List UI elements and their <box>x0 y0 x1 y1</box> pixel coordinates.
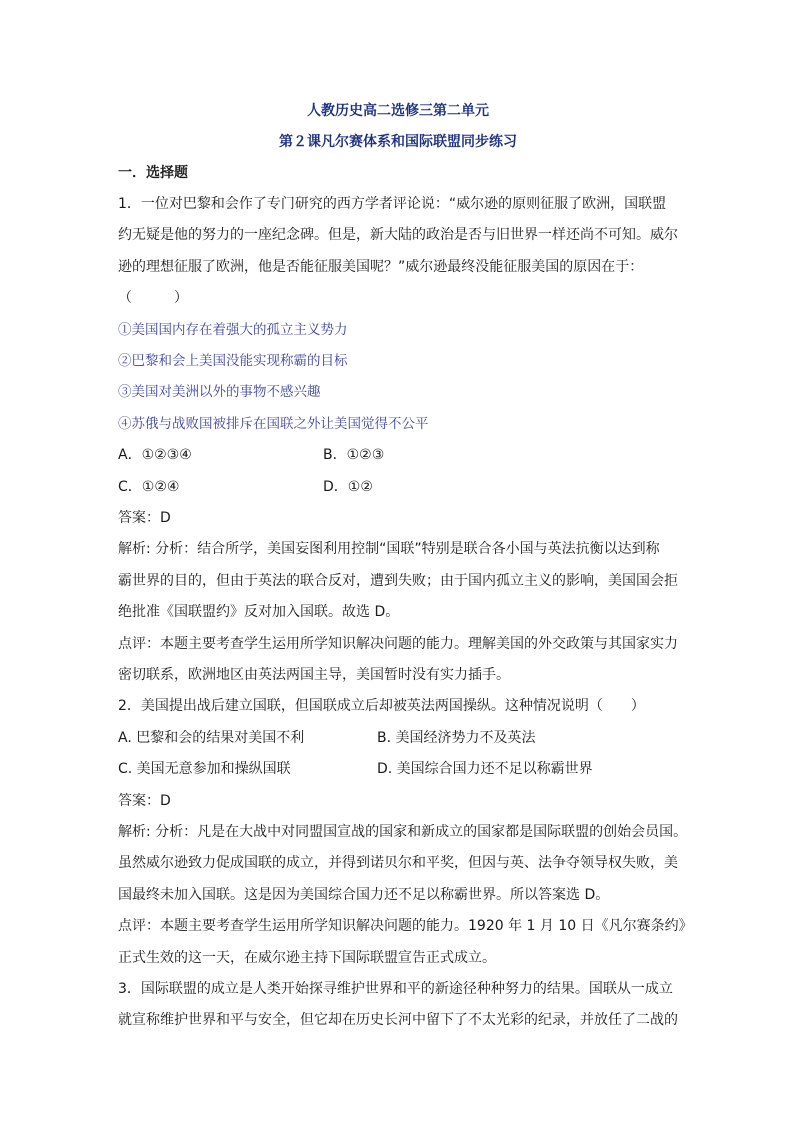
document-page <box>118 96 693 1037</box>
option-b: B. 美国经济势力不及英法 <box>377 729 536 746</box>
question-text: 1．一位对巴黎和会作了专门研究的西方学者评论说：“威尔逊的原则征服了欧洲，国联盟 <box>118 196 667 212</box>
option-c: C. 美国无意参加和操纵国联 <box>118 761 291 778</box>
statement-4: ④苏俄与战败国被排斥在国联之外让美国觉得不公平 <box>118 415 429 432</box>
question-text: 约无疑是他的努力的一座纪念碑。但是，新大陆的政治是否与旧世界一样还尚不可知。威尔 <box>118 227 678 244</box>
question-bracket: （ ） <box>118 290 188 307</box>
statement-1: ①美国国内存在着强大的孤立主义势力 <box>118 321 348 338</box>
analysis-text: 绝批准《国联盟约》反对加入国联。故选 D。 <box>118 604 400 621</box>
comment-text: 点评：本题主要考查学生运用所学知识解决问题的能力。理解美国的外交政策与其国家实力 <box>118 635 678 652</box>
option-d: D. 美国综合国力还不足以称霸世界 <box>377 761 593 778</box>
question-3 <box>118 974 678 1037</box>
section-heading: 一．选择题 <box>118 165 188 181</box>
question-2 <box>118 691 693 974</box>
analysis-text: 解析: 分析：结合所学，美国妄图利用控制“国联”特别是联合各小国与英法抗衡以达到称 <box>118 541 660 558</box>
document-title: 人教历史高二选修三第二单元 <box>307 103 489 119</box>
question-text: 就宣称维护世界和平与安全，但它却在历史长河中留下了不太光彩的纪录，并放任了二战的 <box>118 1012 678 1029</box>
option-a: A. 巴黎和会的结果对美国不利 <box>118 729 305 746</box>
question-text: 3．国际联盟的成立是人类开始探寻维护世界和平的新途径种种努力的结果。国联从一成立 <box>118 981 673 998</box>
option-d: D．①② <box>323 478 373 495</box>
question-text: 逊的理想征服了欧洲，他是否能征服美国呢？”威尔逊最终没能征服美国的原因在于： <box>118 258 644 275</box>
question-text: 2．美国提出战后建立国联，但国联成立后却被英法两国操纵。这种情况说明（ ） <box>118 698 645 715</box>
comment-text: 密切联系，欧洲地区由英法两国主导，美国暂时没有实力插手。 <box>118 667 510 683</box>
statement-3: ③美国对美洲以外的事物不感兴趣 <box>118 384 321 401</box>
question-1 <box>118 189 678 691</box>
analysis-text: 霸世界的目的，但由于英法的联合反对，遭到失败；由于国内孤立主义的影响，美国国会拒 <box>118 572 678 589</box>
options-row <box>118 723 678 754</box>
options-row <box>118 440 678 471</box>
option-c: C．①②④ <box>118 478 180 495</box>
answer: 答案：D <box>118 792 171 809</box>
analysis-text: 国最终未加入国联。这是因为美国综合国力还不足以称霸世界。所以答案选 D。 <box>118 886 610 903</box>
analysis-text: 虽然威尔逊致力促成国联的成立，并得到诺贝尔和平奖，但因与英、法争夺领导权失败，美 <box>118 855 678 872</box>
answer: 答案：D <box>118 509 171 526</box>
statement-2: ②巴黎和会上美国没能实现称霸的目标 <box>118 353 348 370</box>
option-b: B．①②③ <box>323 447 385 464</box>
option-a: A．①②③④ <box>118 447 192 464</box>
analysis-text: 解析: 分析：凡是在大战中对同盟国宣战的国家和新成立的国家都是国际联盟的创始会员国。 <box>118 824 688 840</box>
comment-text: 正式生效的这一天，在威尔逊主持下国际联盟宣告正式成立。 <box>118 949 496 966</box>
comment-text: 点评：本题主要考查学生运用所学知识解决问题的能力。1920 年 1 月 10 日《凡尔赛条约》 <box>118 918 693 935</box>
lesson-title: 第２课凡尔赛体系和国际联盟同步练习 <box>279 134 517 150</box>
options-row <box>118 472 678 503</box>
options-row <box>118 754 678 785</box>
